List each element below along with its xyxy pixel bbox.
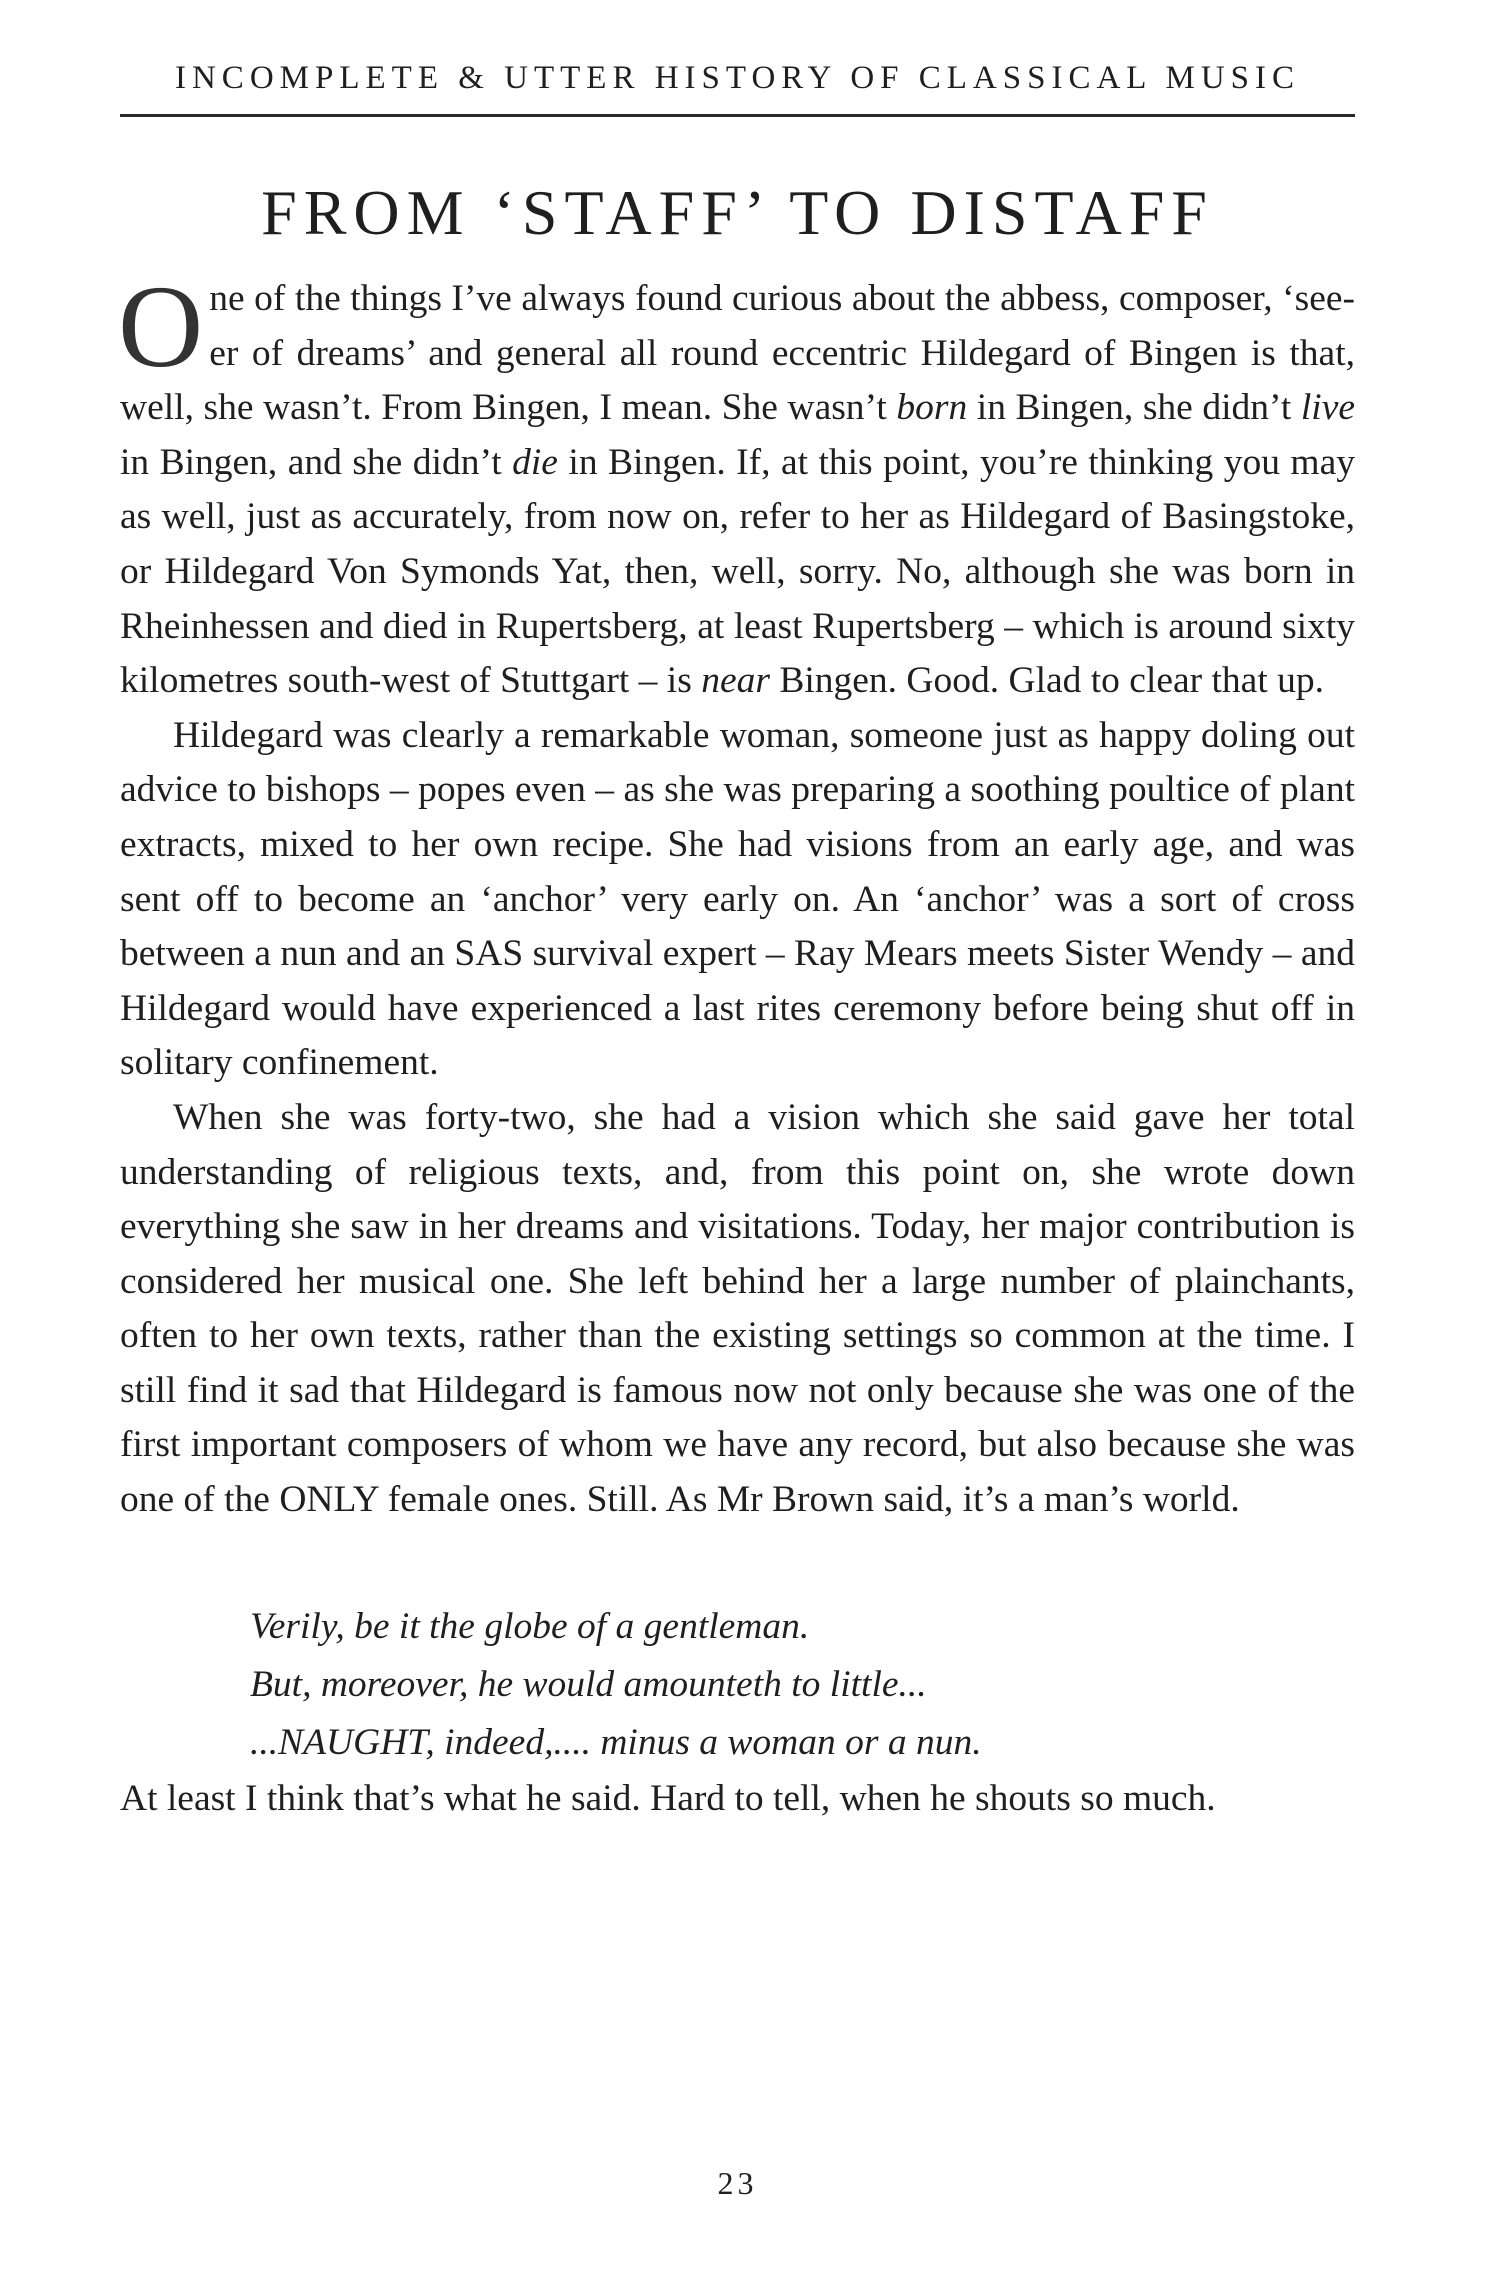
emphasis-live: live <box>1300 387 1355 429</box>
paragraph-2: Hildegard was clearly a remarkable woman, someone just as happy doling out advice to bishops – popes even – as she was preparing a soothing poultice of plant extracts, mixed to her own recipe. She had visions from an early age, and was sent off to become an ‘anchor’ very early on. An ‘anchor’ was a sort of cross between a nun and an SAS survival expert – Ray Mears meets Sister Wendy – and Hildegard would have experienced a last rites ceremony before being shut off in solitary confinement. <box>120 714 1355 1084</box>
verse-line-2: But, moreover, he would amounteth to little... <box>250 1663 927 1705</box>
verse-quote <box>120 1598 1355 1772</box>
emphasis-near: near <box>701 660 770 702</box>
paragraph-1 <box>118 261 1355 709</box>
paragraph-1-part-4: in Bingen. If, at this point, you’re thinking you may as well, just as accurately, from now on, refer to her as Hildegard of Basingstoke, or Hildegard Von Symonds Yat, then, well, sorry. No, although she was born in Rheinhessen and died in Rupertsberg, at least Rupertsberg – which is around sixty kilometres south-west of Stuttgart – is <box>120 441 1355 702</box>
emphasis-born: born <box>896 387 968 429</box>
page-number: 23 <box>717 2165 758 2201</box>
chapter-title: FROM ‘STAFF’ TO DISTAFF <box>261 177 1214 248</box>
paragraph-1-part-2: in Bingen, she didn’t <box>967 387 1301 429</box>
verse-line-3: ...NAUGHT, indeed,.... minus a woman or a nun. <box>250 1721 982 1763</box>
paragraph-1-part-3: in Bingen, and she didn’t <box>120 441 513 483</box>
running-head: INCOMPLETE & UTTER HISTORY OF CLASSICAL MUSIC <box>174 60 1301 96</box>
emphasis-die: die <box>512 441 558 483</box>
paragraph-1-part-5: Bingen. Good. Glad to clear that up. <box>769 660 1324 702</box>
drop-cap: O <box>118 261 204 392</box>
paragraph-3: When she was forty-two, she had a vision which she said gave her total understanding of religious texts, and, from this point on, she wrote down everything she saw in her dreams and visitations. Today, her major contribution is considered her musical one. She left behind her a large number of plainchants, often to her own texts, rather than the existing settings so common at the time. I still find it sad that Hildegard is famous now not only because she was one of the first important composers of whom we have any record, but also because she was one of the ONLY female ones. Still. As Mr Brown said, it’s a man’s world. <box>120 1096 1355 1521</box>
closing-line: At least I think that’s what he said. Hard to tell, when he shouts so much. <box>120 1777 1216 1819</box>
header-rule <box>120 114 1355 117</box>
body-text <box>118 261 1355 1826</box>
paragraph-1-part-1: ne of the things I’ve always found curious about the abbess, composer, ‘see-er of dreams’ and general all round eccentric Hildegard of Bingen is that, well, she wasn’t. From Bingen, I mean. She wasn’t <box>120 278 1355 429</box>
verse-line-1: Verily, be it the globe of a gentleman. <box>250 1605 810 1647</box>
